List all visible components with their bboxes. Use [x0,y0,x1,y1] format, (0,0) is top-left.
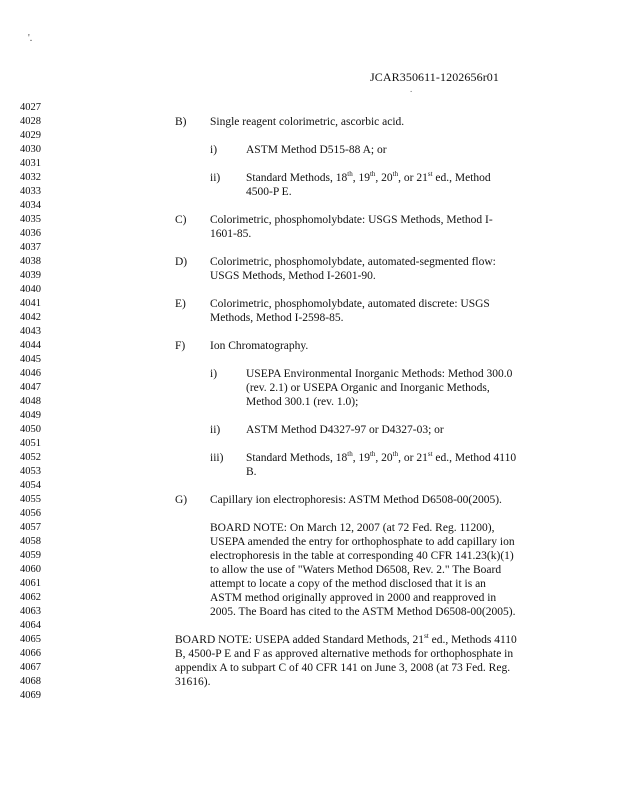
subitem-text-b-i: ASTM Method D515-88 A; or [246,144,387,156]
line-number: 4066 [20,648,41,659]
line-number: 4027 [20,102,41,113]
line-number: 4049 [20,410,41,421]
line-number: 4038 [20,256,41,267]
note-line: ASTM method originally approved in 2000 and reapproved in [210,592,497,604]
line-number: 4033 [20,186,41,197]
item-label-b: B) [175,116,187,128]
line-number: 4043 [20,326,41,337]
subitem-label-b-ii: ii) [210,172,221,184]
line-number: 4030 [20,144,41,155]
line-number: 4063 [20,606,41,617]
subitem-text-b-ii: Standard Methods, 18th, 19th, 20th, or 21st ed., Method [246,170,491,184]
note-line: BOARD NOTE: On March 12, 2007 (at 72 Fed. Reg. 11200), [210,522,495,534]
line-number: 4065 [20,634,41,645]
line-number: 4069 [20,690,41,701]
line-number: 4055 [20,494,41,505]
subitem-label-f-i: i) [210,368,218,380]
line-number: 4028 [20,116,41,127]
subitem-text-b-ii-cont: 4500-P E. [246,186,292,198]
line-number: 4062 [20,592,41,603]
line-number: 4035 [20,214,41,225]
corner-mark: '. [28,33,33,44]
note-line: electrophoresis in the table at corresponding 40 CFR 141.23(k)(1) [210,550,514,562]
item-text-d: Colorimetric, phosphomolybdate, automated-segmented flow: [210,256,496,268]
item-text-e-cont: Methods, Method I-2598-85. [210,312,344,324]
line-number: 4059 [20,550,41,561]
line-number: 4061 [20,578,41,589]
line-number: 4057 [20,522,41,533]
line-number: 4037 [20,242,41,253]
subitem-label-b-i: i) [210,144,218,156]
line-number: 4047 [20,382,41,393]
line-number: 4051 [20,438,41,449]
line-number: 4052 [20,452,41,463]
subitem-text-f-i-cont: Method 300.1 (rev. 1.0); [246,396,359,408]
line-number: 4046 [20,368,41,379]
header-dot: . [410,84,413,94]
subitem-label-f-ii: ii) [210,424,221,436]
line-number: 4034 [20,200,41,211]
document-id: JCAR350611-1202656r01 [370,70,499,84]
subitem-text-f-i: USEPA Environmental Inorganic Methods: Method 300.0 [246,368,513,380]
line-number: 4050 [20,424,41,435]
line-number: 4044 [20,340,41,351]
note-line: 2005. The Board has cited to the ASTM Method D6508-00(2005). [210,606,516,618]
item-label-d: D) [175,256,188,268]
line-number: 4058 [20,536,41,547]
item-text-c-cont: 1601-85. [210,228,252,240]
line-number: 4029 [20,130,41,141]
line-number: 4060 [20,564,41,575]
note-line: to allow the use of "Waters Method D6508, Rev. 2." The Board [210,564,502,576]
item-text-e: Colorimetric, phosphomolybdate, automated discrete: USGS [210,298,490,310]
item-text-f: Ion Chromatography. [210,340,309,352]
line-number: 4054 [20,480,41,491]
item-text-c: Colorimetric, phosphomolybdate: USGS Methods, Method I- [210,214,493,226]
item-label-g: G) [175,494,188,506]
line-number: 4048 [20,396,41,407]
line-number: 4068 [20,676,41,687]
line-number: 4045 [20,354,41,365]
note-line: attempt to locate a copy of the method disclosed that it is an [210,578,486,590]
line-number: 4067 [20,662,41,673]
note-line: USEPA amended the entry for orthophosphate to add capillary ion [210,536,515,548]
subitem-text-f-iii: Standard Methods, 18th, 19th, 20th, or 21st ed., Method 4110 [246,450,517,464]
note-line: BOARD NOTE: USEPA added Standard Methods, 21st ed., Methods 4110 [175,632,517,646]
line-number: 4039 [20,270,41,281]
line-number: 4032 [20,172,41,183]
subitem-text-f-iii-cont: B. [246,466,257,478]
line-number: 4041 [20,298,41,309]
item-label-f: F) [175,340,186,352]
subitem-text-f-i-cont: (rev. 2.1) or USEPA Organic and Inorganic Methods, [246,382,490,394]
note-line: appendix A to subpart C of 40 CFR 141 on June 3, 2008 (at 73 Fed. Reg. [175,662,511,674]
subitem-text-f-ii: ASTM Method D4327-97 or D4327-03; or [246,424,444,436]
line-number: 4042 [20,312,41,323]
line-number: 4036 [20,228,41,239]
line-number: 4031 [20,158,41,169]
line-number: 4064 [20,620,41,631]
line-number: 4056 [20,508,41,519]
item-text-b: Single reagent colorimetric, ascorbic acid. [210,116,405,128]
line-number: 4040 [20,284,41,295]
item-label-c: C) [175,214,187,226]
line-number: 4053 [20,466,41,477]
note-line: B, 4500-P E and F as approved alternative methods for orthophosphate in [175,648,514,660]
item-label-e: E) [175,298,186,310]
item-text-g: Capillary ion electrophoresis: ASTM Method D6508-00(2005). [210,494,502,506]
note-line: 31616). [175,676,211,688]
item-text-d-cont: USGS Methods, Method I-2601-90. [210,270,376,282]
subitem-label-f-iii: iii) [210,452,224,464]
